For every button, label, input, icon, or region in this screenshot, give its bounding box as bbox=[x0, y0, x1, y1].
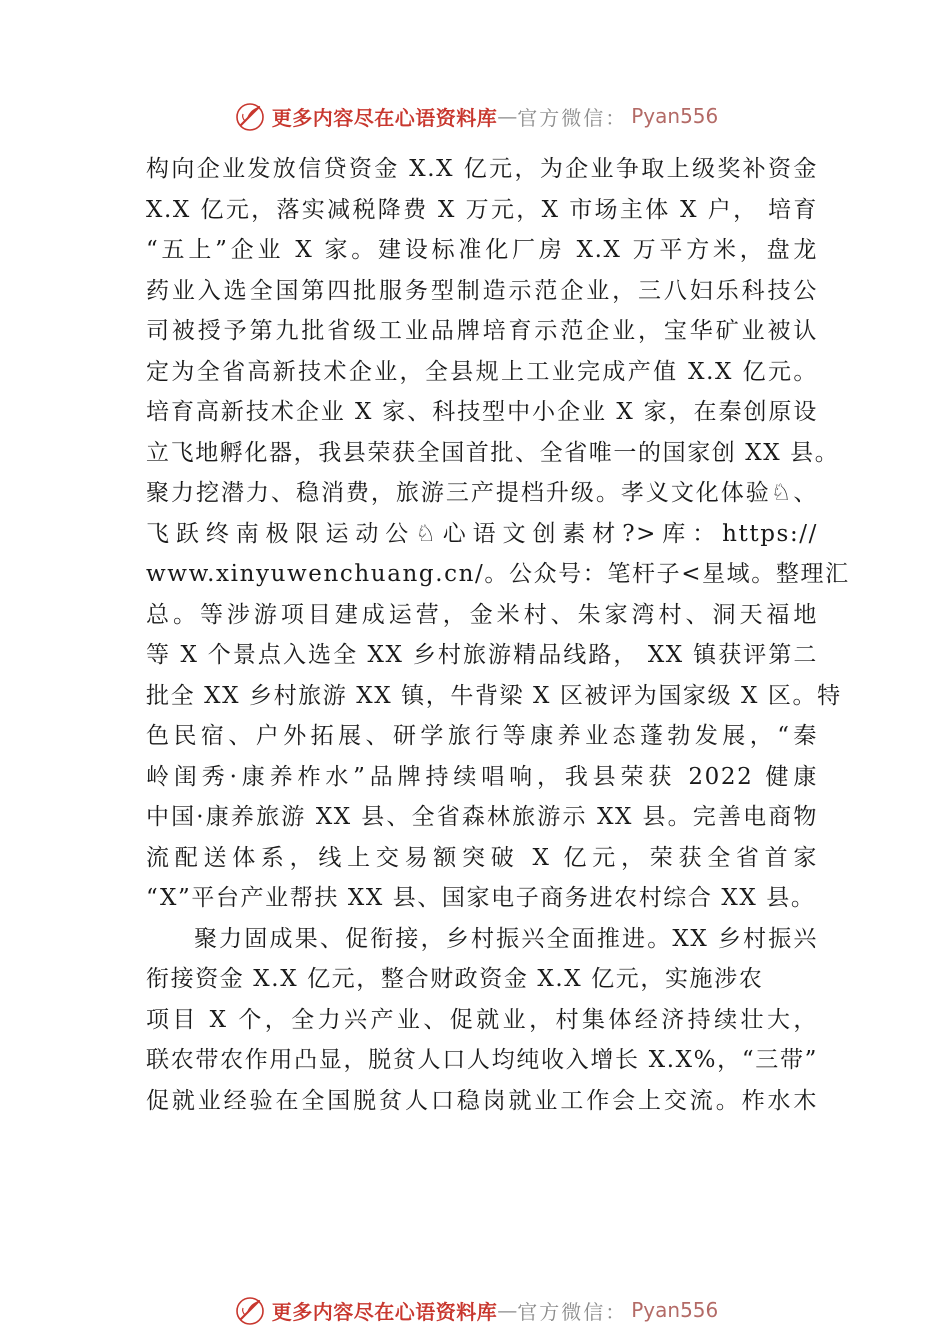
text-line: 项目 X 个，全力兴产业、促就业，村集体经济持续壮大， bbox=[146, 1006, 818, 1033]
text-line: 批全 XX 乡村旅游 XX 镇，牛背梁 X 区被评为国家级 X 区。特 bbox=[146, 682, 842, 709]
watermark-dash: — bbox=[497, 104, 518, 128]
text-line: 流配送体系，线上交易额突破 X 亿元，荣获全省首家 bbox=[146, 844, 818, 871]
text-line: 等 X 个景点入选全 XX 乡村旅游精品线路， XX 镇获评第二 bbox=[146, 642, 818, 668]
text-line: 岭闺秀·康养柞水”品牌持续唱响，我县荣获 2022 健康 bbox=[146, 763, 818, 790]
text-line: 中国·康养旅游 XX 县、全省森林旅游示 XX 县。完善电商物 bbox=[146, 804, 818, 830]
text-line: 聚力固成果、促衔接，乡村振兴全面推进。XX 乡村振兴 bbox=[194, 925, 818, 952]
body-text bbox=[146, 149, 850, 1121]
text-line: www.xinyuwenchuang.cn/。公众号：笔杆子<星域。整理汇 bbox=[146, 561, 850, 587]
watermark-brand: 更多内容尽在心语资料库 bbox=[271, 105, 498, 130]
watermark-dash: — bbox=[497, 1298, 518, 1322]
text-line: X.X 亿元，落实减税降费 X 万元，X 市场主体 X 户， 培育 bbox=[146, 196, 818, 223]
text-line: 聚力挖潜力、稳消费，旅游三产提档升级。孝义文化体验♘、 bbox=[146, 480, 818, 506]
quill-logo-icon bbox=[232, 98, 268, 134]
watermark-label: 官方微信： bbox=[517, 1299, 628, 1324]
text-line: 培育高新技术企业 X 家、科技型中小企业 X 家，在秦创原设 bbox=[146, 399, 818, 425]
watermark-wechat-id: Pyan556 bbox=[631, 1298, 719, 1322]
text-line: 司被授予第九批省级工业品牌培育示范企业，宝华矿业被认 bbox=[146, 318, 818, 344]
text-line: 飞跃终南极限运动公♘心语文创素材?>库：https:// bbox=[146, 520, 818, 547]
header-watermark bbox=[0, 96, 950, 136]
watermark-wechat-id: Pyan556 bbox=[631, 104, 719, 128]
text-line: “X”平台产业帮扶 XX 县、国家电子商务进农村综合 XX 县。 bbox=[146, 885, 816, 911]
watermark-label: 官方微信： bbox=[517, 105, 628, 130]
text-line: 构向企业发放信贷资金 X.X 亿元，为企业争取上级奖补资金 bbox=[146, 156, 818, 182]
text-line: 药业入选全国第四批服务型制造示范企业，三八妇乐科技公 bbox=[146, 277, 818, 304]
text-line: “五上”企业 X 家。建设标准化厂房 X.X 万平方米，盘龙 bbox=[146, 237, 818, 263]
watermark-brand: 更多内容尽在心语资料库 bbox=[271, 1299, 498, 1324]
text-line: 促就业经验在全国脱贫人口稳岗就业工作会上交流。柞水木 bbox=[146, 1087, 818, 1114]
footer-watermark bbox=[0, 1290, 950, 1330]
text-line: 总。等涉游项目建成运营，金米村、朱家湾村、洞天福地 bbox=[146, 601, 818, 628]
text-line: 立飞地孵化器，我县荣获全国首批、全省唯一的国家创 XX 县。 bbox=[146, 439, 840, 466]
quill-logo-icon bbox=[232, 1292, 268, 1328]
text-line: 衔接资金 X.X 亿元，整合财政资金 X.X 亿元，实施涉农 bbox=[146, 966, 764, 992]
text-line: 定为全省高新技术企业，全县规上工业完成产值 X.X 亿元。 bbox=[146, 358, 818, 385]
text-line: 联农带农作用凸显，脱贫人口人均纯收入增长 X.X%，“三带” bbox=[146, 1047, 818, 1073]
text-line: 色民宿、户外拓展、研学旅行等康养业态蓬勃发展，“秦 bbox=[146, 723, 818, 749]
